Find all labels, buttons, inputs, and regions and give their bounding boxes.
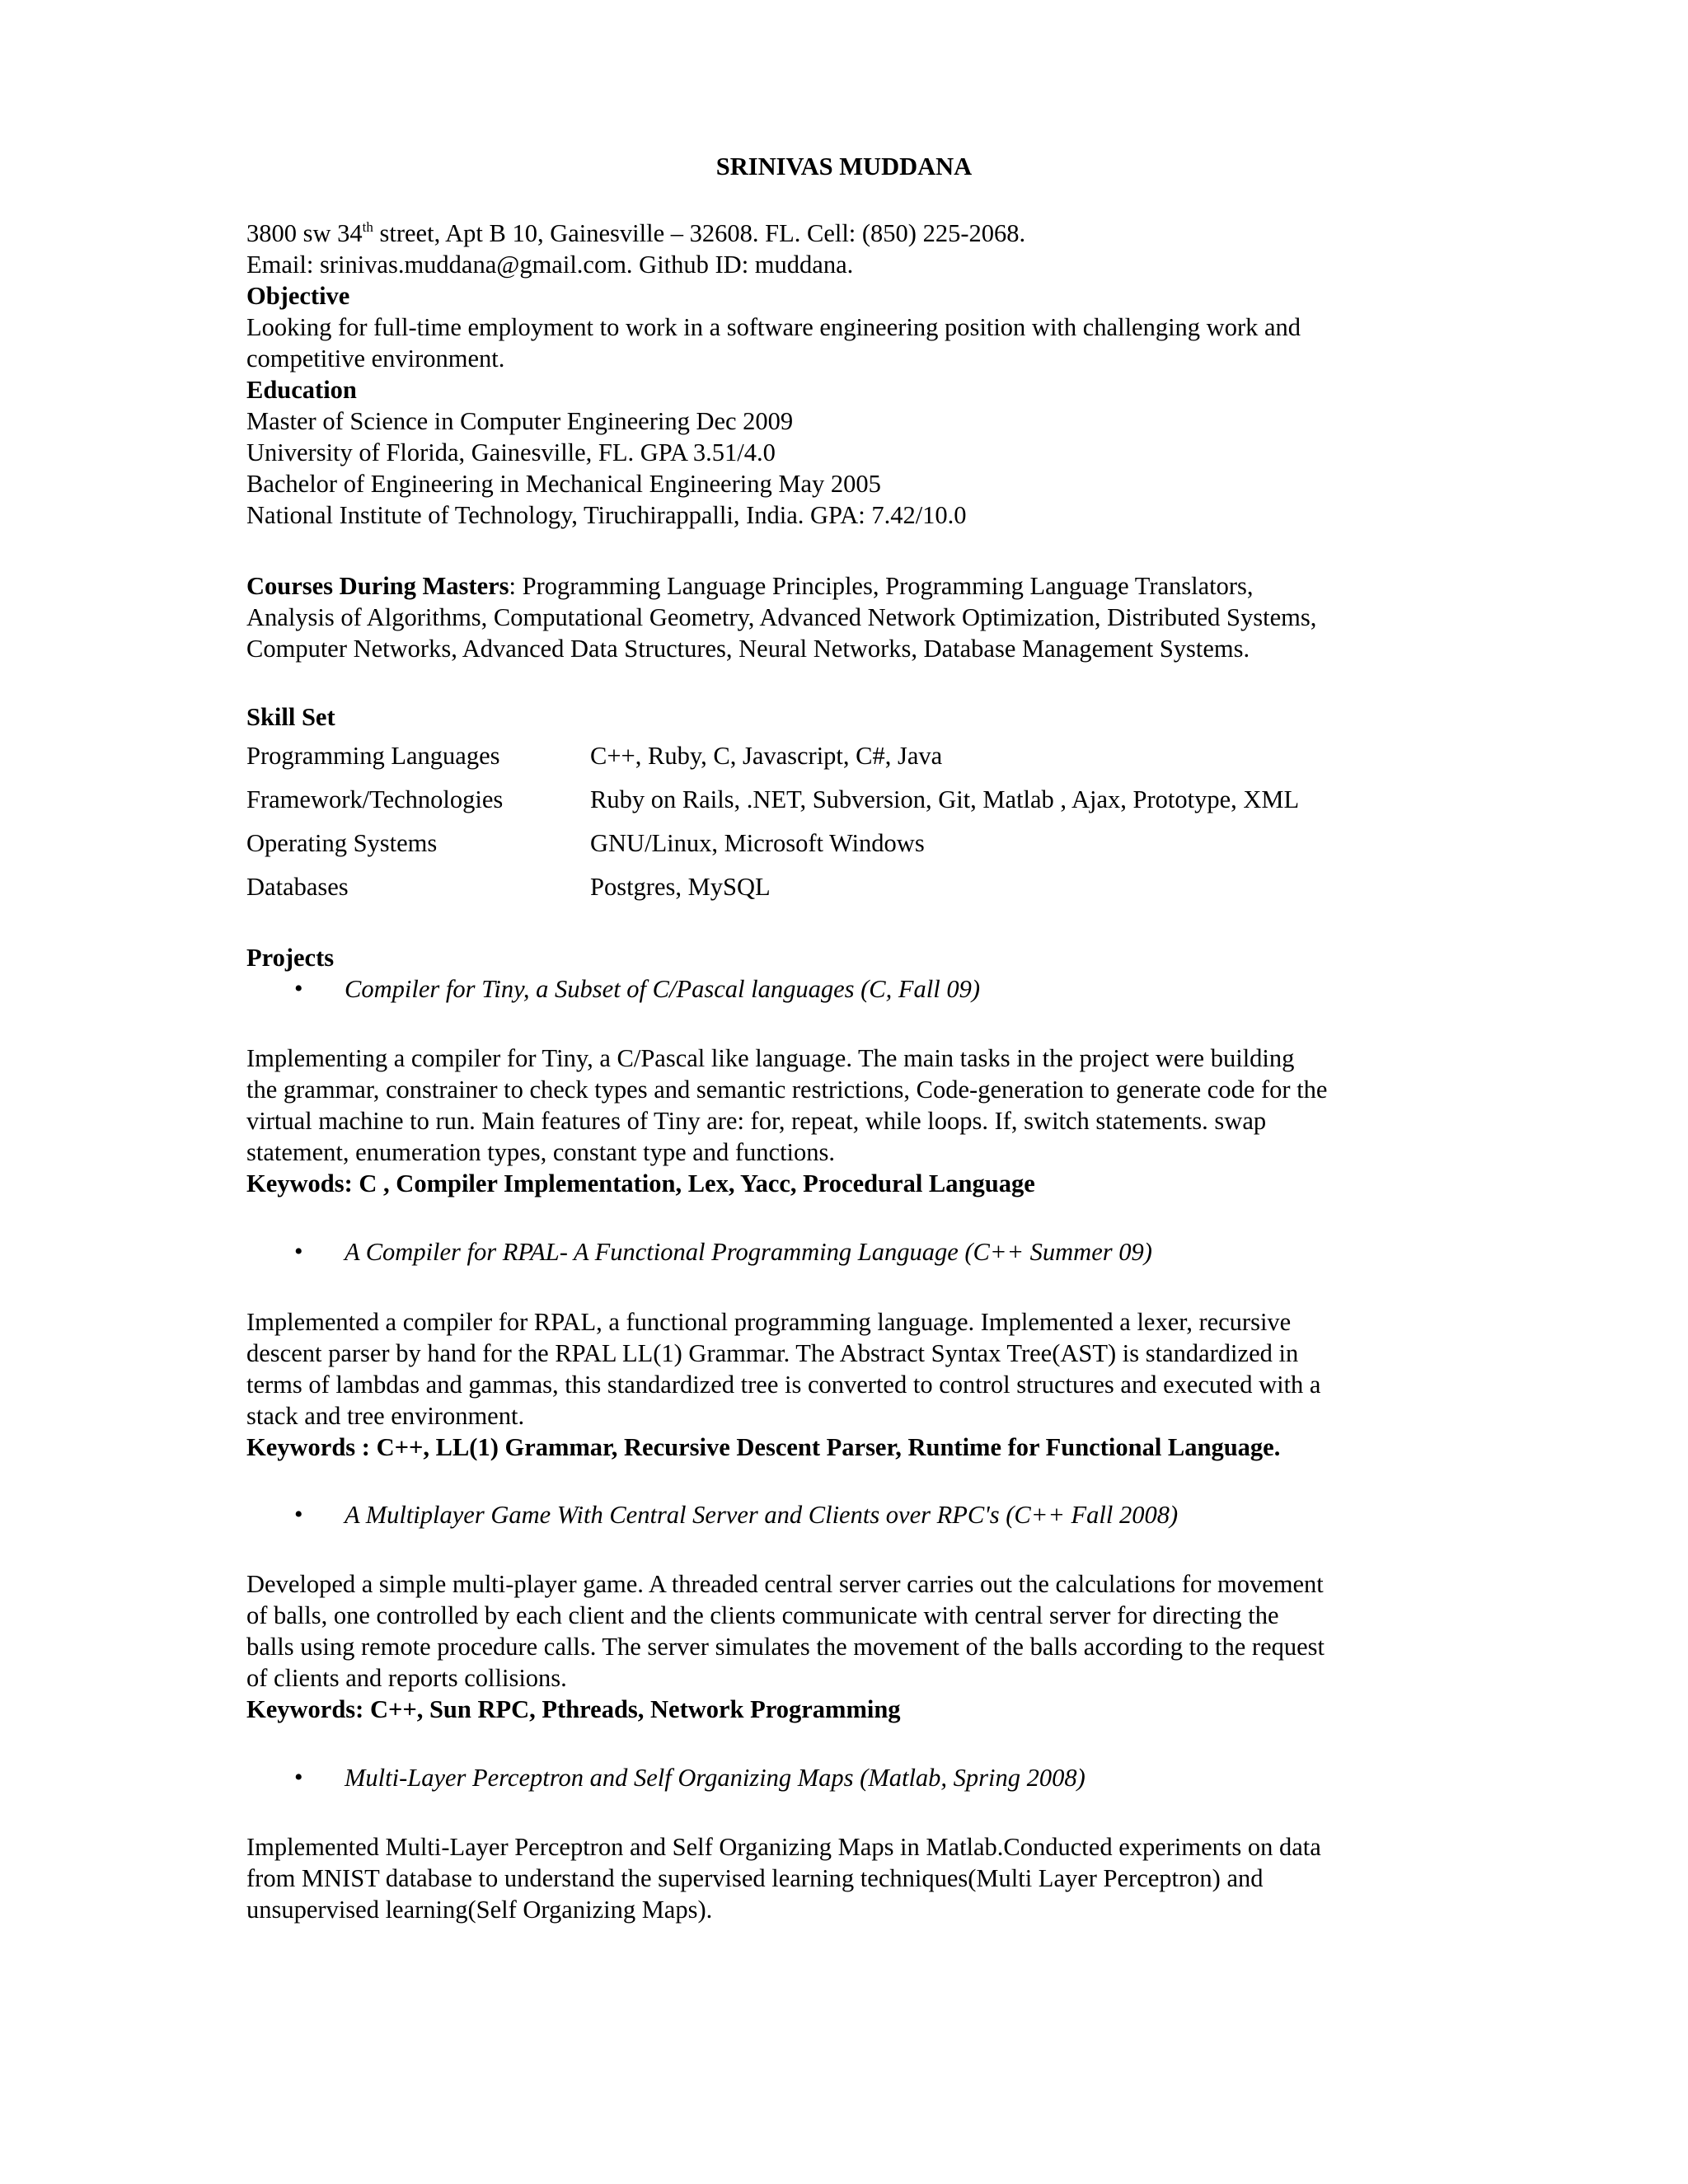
project-desc-line: virtual machine to run. Main features of Tiny are: for, repeat, while loops. If, switch statements. swap xyxy=(246,1107,1267,1135)
objective-line-1: Looking for full-time employment to work in a software engineering position with challenging work and xyxy=(246,313,1301,341)
project-desc-line: Developed a simple multi-player game. A threaded central server carries out the calculations for movement xyxy=(246,1570,1324,1598)
skill-label: Databases xyxy=(246,873,349,901)
project-desc-line: of balls, one controlled by each client and the clients communicate with central server for directing the xyxy=(246,1601,1279,1629)
education-line-4: National Institute of Technology, Tiruchirappalli, India. GPA: 7.42/10.0 xyxy=(246,501,967,529)
project-desc-line: Implementing a compiler for Tiny, a C/Pascal like language. The main tasks in the project were building xyxy=(246,1044,1295,1072)
project-desc-line: stack and tree environment. xyxy=(246,1402,525,1430)
project-title: Multi-Layer Perceptron and Self Organizing Maps (Matlab, Spring 2008) xyxy=(345,1764,1085,1792)
project-title: Compiler for Tiny, a Subset of C/Pascal languages (C, Fall 09) xyxy=(345,975,980,1003)
courses-label: Courses During Masters xyxy=(246,572,509,600)
email-line: Email: srinivas.muddana@gmail.com. Github ID: muddana. xyxy=(246,251,854,279)
project-desc-line: of clients and reports collisions. xyxy=(246,1664,567,1692)
project-desc-line: terms of lambdas and gammas, this standardized tree is converted to control structures and executed with a xyxy=(246,1371,1321,1399)
objective-heading: Objective xyxy=(246,282,350,310)
project-keywords: Keywords: C++, Sun RPC, Pthreads, Network Programming xyxy=(246,1695,901,1723)
project-keywords: Keywords : C++, LL(1) Grammar, Recursive Descent Parser, Runtime for Functional Language. xyxy=(246,1433,1281,1461)
courses-line-2: Analysis of Algorithms, Computational Geometry, Advanced Network Optimization, Distributed Systems, xyxy=(246,603,1317,631)
education-line-1: Master of Science in Computer Engineering Dec 2009 xyxy=(246,407,794,435)
projects-heading: Projects xyxy=(246,944,335,972)
project-desc-line: from MNIST database to understand the supervised learning techniques(Multi Layer Perceptron) and xyxy=(246,1864,1264,1892)
skill-value: Ruby on Rails, .NET, Subversion, Git, Matlab , Ajax, Prototype, XML xyxy=(590,785,1300,813)
candidate-name: SRINIVAS MUDDANA xyxy=(715,152,973,180)
skill-value: GNU/Linux, Microsoft Windows xyxy=(590,829,925,857)
education-line-3: Bachelor of Engineering in Mechanical Engineering May 2005 xyxy=(246,470,881,498)
project-desc-line: balls using remote procedure calls. The server simulates the movement of the balls according to the request xyxy=(246,1633,1325,1661)
address-line xyxy=(246,218,1025,249)
courses-list-start: : Programming Language Principles, Programming Language Translators, xyxy=(509,572,1254,600)
project-keywords: Keywods: C , Compiler Implementation, Lex, Yacc, Procedural Language xyxy=(246,1169,1035,1197)
skill-label: Operating Systems xyxy=(246,829,438,857)
skills-heading: Skill Set xyxy=(246,703,335,731)
skill-value: Postgres, MySQL xyxy=(590,873,771,901)
address-prefix: 3800 sw 34 xyxy=(246,219,363,247)
courses-line-1 xyxy=(246,570,1254,602)
address-rest: street, Apt B 10, Gainesville – 32608. FL. Cell: (850) 225-2068. xyxy=(373,219,1026,247)
skill-label: Framework/Technologies xyxy=(246,785,504,813)
project-title: A Multiplayer Game With Central Server and Clients over RPC's (C++ Fall 2008) xyxy=(345,1501,1179,1529)
project-desc-line: unsupervised learning(Self Organizing Maps). xyxy=(246,1896,713,1924)
bullet-icon: • xyxy=(294,1238,303,1265)
skill-value: C++, Ruby, C, Javascript, C#, Java xyxy=(590,742,943,770)
project-desc-line: the grammar, constrainer to check types and semantic restrictions, Code-generation to generate code for the xyxy=(246,1076,1328,1104)
project-desc-line: statement, enumeration types, constant type and functions. xyxy=(246,1138,836,1166)
project-desc-line: Implemented Multi-Layer Perceptron and Self Organizing Maps in Matlab.Conducted experiments on data xyxy=(246,1833,1321,1861)
courses-line-3: Computer Networks, Advanced Data Structures, Neural Networks, Database Management Systems. xyxy=(246,635,1250,663)
objective-line-2: competitive environment. xyxy=(246,344,505,373)
bullet-icon: • xyxy=(294,1501,303,1528)
skill-label: Programming Languages xyxy=(246,742,500,770)
project-desc-line: Implemented a compiler for RPAL, a functional programming language. Implemented a lexer, recursive xyxy=(246,1308,1292,1336)
bullet-icon: • xyxy=(294,975,303,1002)
address-suffix-sup: th xyxy=(362,219,373,235)
bullet-icon: • xyxy=(294,1764,303,1791)
project-desc-line: descent parser by hand for the RPAL LL(1) Grammar. The Abstract Syntax Tree(AST) is standardized in xyxy=(246,1339,1299,1367)
education-line-2: University of Florida, Gainesville, FL. GPA 3.51/4.0 xyxy=(246,438,776,466)
education-heading: Education xyxy=(246,376,357,404)
project-title: A Compiler for RPAL- A Functional Programming Language (C++ Summer 09) xyxy=(345,1238,1152,1266)
